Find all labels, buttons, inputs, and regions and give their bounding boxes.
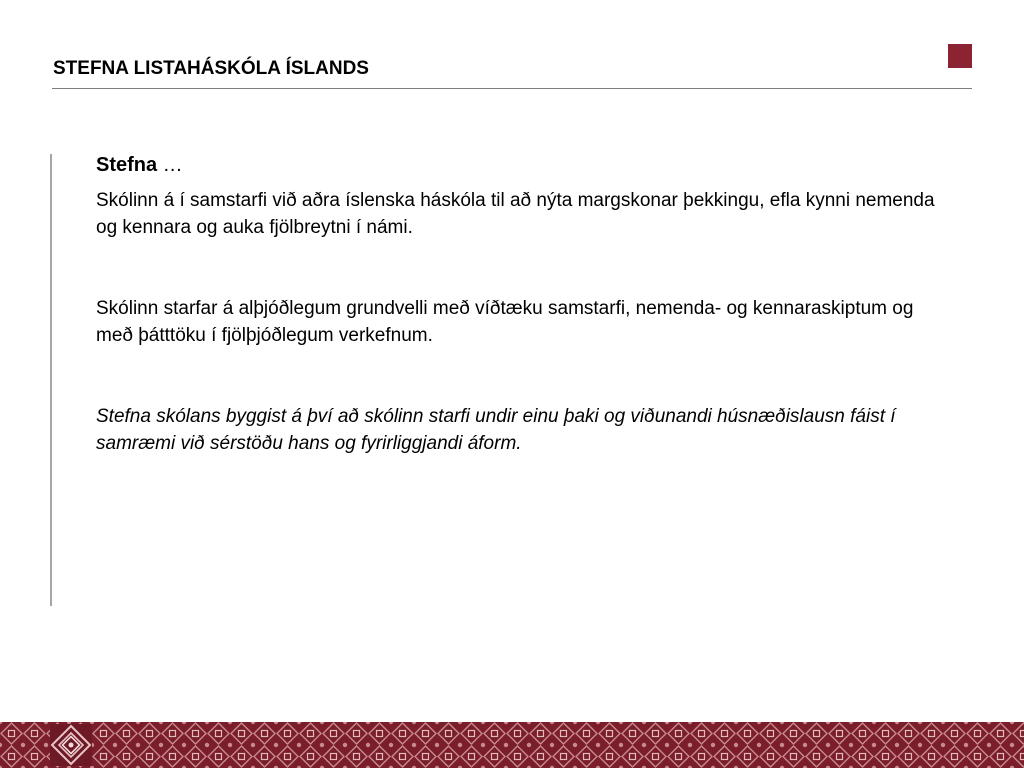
footer-pattern-band — [0, 722, 1024, 768]
paragraph-housing: Stefna skólans byggist á því að skólinn starfi undir einu þaki og viðunandi húsnæðislausn fáist í samræmi við sérstöðu hans og fyrirliggjandi áform. — [96, 406, 896, 454]
section-heading-ellipsis: … — [157, 154, 183, 176]
paragraph-international: Skólinn starfar á alþjóðlegum grundvelli með víðtæku samstarfi, nemenda- og kennaraskiptum og með þátttöku í fjölþjóðlegum verkefnum. — [96, 298, 914, 346]
paragraph-collaboration: Skólinn á í samstarfi við aðra íslenska háskóla til að nýta margskonar þekkingu, efla kynni nemenda og kennara og auka fjölbreytni í námi. — [96, 190, 935, 238]
brand-square-icon — [948, 44, 972, 68]
section-heading — [96, 152, 936, 178]
page-title: STEFNA LISTAHÁSKÓLA ÍSLANDS — [53, 58, 369, 79]
footer-emblem-icon — [50, 724, 92, 766]
section-heading-text: Stefna — [96, 154, 158, 176]
header-divider — [52, 88, 972, 89]
content-body — [96, 152, 936, 457]
content-side-rule — [50, 154, 52, 606]
